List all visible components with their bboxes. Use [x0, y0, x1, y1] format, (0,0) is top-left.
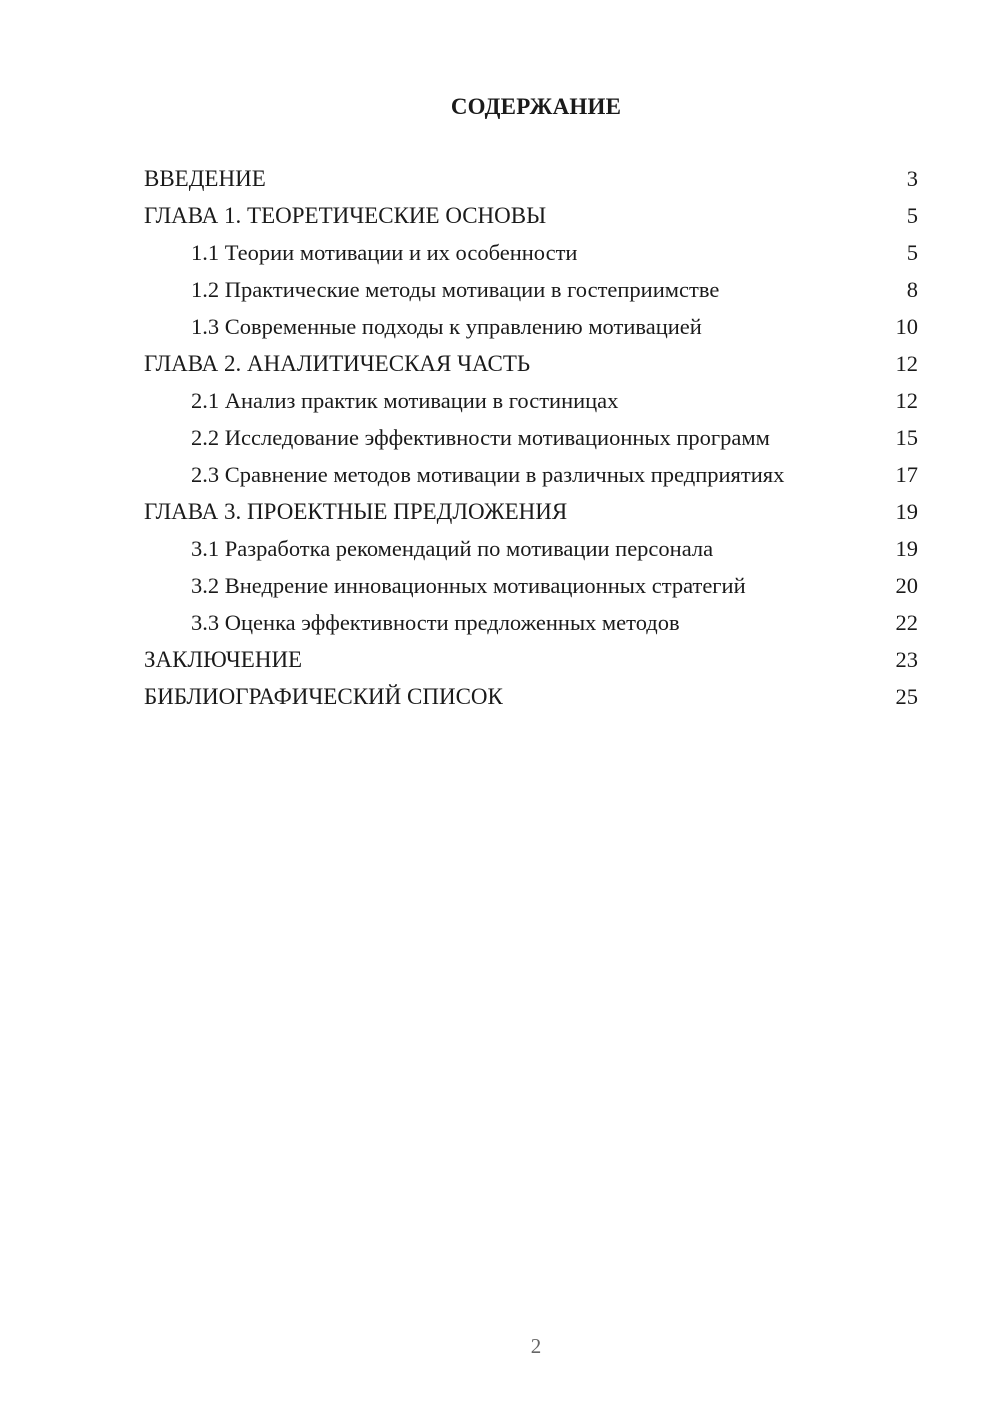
toc-entry-page: 22 [895, 610, 918, 635]
toc-entry-introduction[interactable] [144, 166, 918, 192]
toc-entry-section-2-1[interactable] [144, 388, 918, 414]
toc-entry-bibliography[interactable] [144, 684, 918, 710]
toc-entry-section-3-2[interactable] [144, 573, 918, 599]
toc-entry-text: ВВЕДЕНИЕ [144, 166, 266, 191]
toc-entry-section-2-2[interactable] [144, 425, 918, 451]
toc-entry-section-2-3[interactable] [144, 462, 918, 488]
toc-entry-page: 23 [895, 647, 918, 672]
toc-entry-page: 19 [895, 536, 918, 561]
toc-entry-page: 10 [895, 314, 918, 339]
toc-entry-page: 5 [906, 203, 918, 228]
toc-entry-text: 2.1 Анализ практик мотивации в гостиницах [191, 388, 619, 413]
toc-entry-page: 20 [895, 573, 918, 598]
toc-entry-chapter-2[interactable] [144, 351, 918, 377]
toc-entry-page: 12 [895, 388, 918, 413]
toc-entry-chapter-3[interactable] [144, 499, 918, 525]
toc-entry-text: ЗАКЛЮЧЕНИЕ [144, 647, 303, 672]
toc-entry-text: 2.2 Исследование эффективности мотивационных программ [191, 425, 770, 450]
table-of-contents [144, 166, 918, 721]
toc-entry-page: 12 [895, 351, 918, 376]
toc-entry-text: БИБЛИОГРАФИЧЕСКИЙ СПИСОК [144, 684, 503, 709]
toc-entry-text: 2.3 Сравнение методов мотивации в различных предприятиях [191, 462, 785, 487]
toc-entry-text: ГЛАВА 1. ТЕОРЕТИЧЕСКИЕ ОСНОВЫ [144, 203, 547, 228]
page-number: 2 [530, 1334, 542, 1358]
toc-entry-section-3-3[interactable] [144, 610, 918, 636]
toc-title: СОДЕРЖАНИЕ [450, 94, 622, 119]
toc-entry-section-1-1[interactable] [144, 240, 918, 266]
toc-entry-text: 3.3 Оценка эффективности предложенных методов [191, 610, 680, 635]
toc-entry-section-1-2[interactable] [144, 277, 918, 303]
toc-entry-section-3-1[interactable] [144, 536, 918, 562]
toc-entry-page: 8 [906, 277, 918, 302]
toc-entry-text: ГЛАВА 3. ПРОЕКТНЫЕ ПРЕДЛОЖЕНИЯ [144, 499, 568, 524]
toc-entry-page: 17 [895, 462, 918, 487]
toc-entry-page: 5 [906, 240, 918, 265]
toc-entry-page: 25 [895, 684, 918, 709]
toc-entry-text: 1.3 Современные подходы к управлению мотивацией [191, 314, 702, 339]
toc-entry-page: 15 [895, 425, 918, 450]
toc-entry-text: 1.1 Теории мотивации и их особенности [191, 240, 578, 265]
toc-entry-section-1-3[interactable] [144, 314, 918, 340]
toc-entry-conclusion[interactable] [144, 647, 918, 673]
toc-entry-page: 3 [906, 166, 918, 191]
toc-entry-text: 3.2 Внедрение инновационных мотивационных стратегий [191, 573, 746, 598]
toc-entry-text: 3.1 Разработка рекомендаций по мотивации персонала [191, 536, 714, 561]
toc-entry-text: 1.2 Практические методы мотивации в гостеприимстве [191, 277, 720, 302]
toc-entry-chapter-1[interactable] [144, 203, 918, 229]
toc-entry-page: 19 [895, 499, 918, 524]
toc-entry-text: ГЛАВА 2. АНАЛИТИЧЕСКАЯ ЧАСТЬ [144, 351, 531, 376]
